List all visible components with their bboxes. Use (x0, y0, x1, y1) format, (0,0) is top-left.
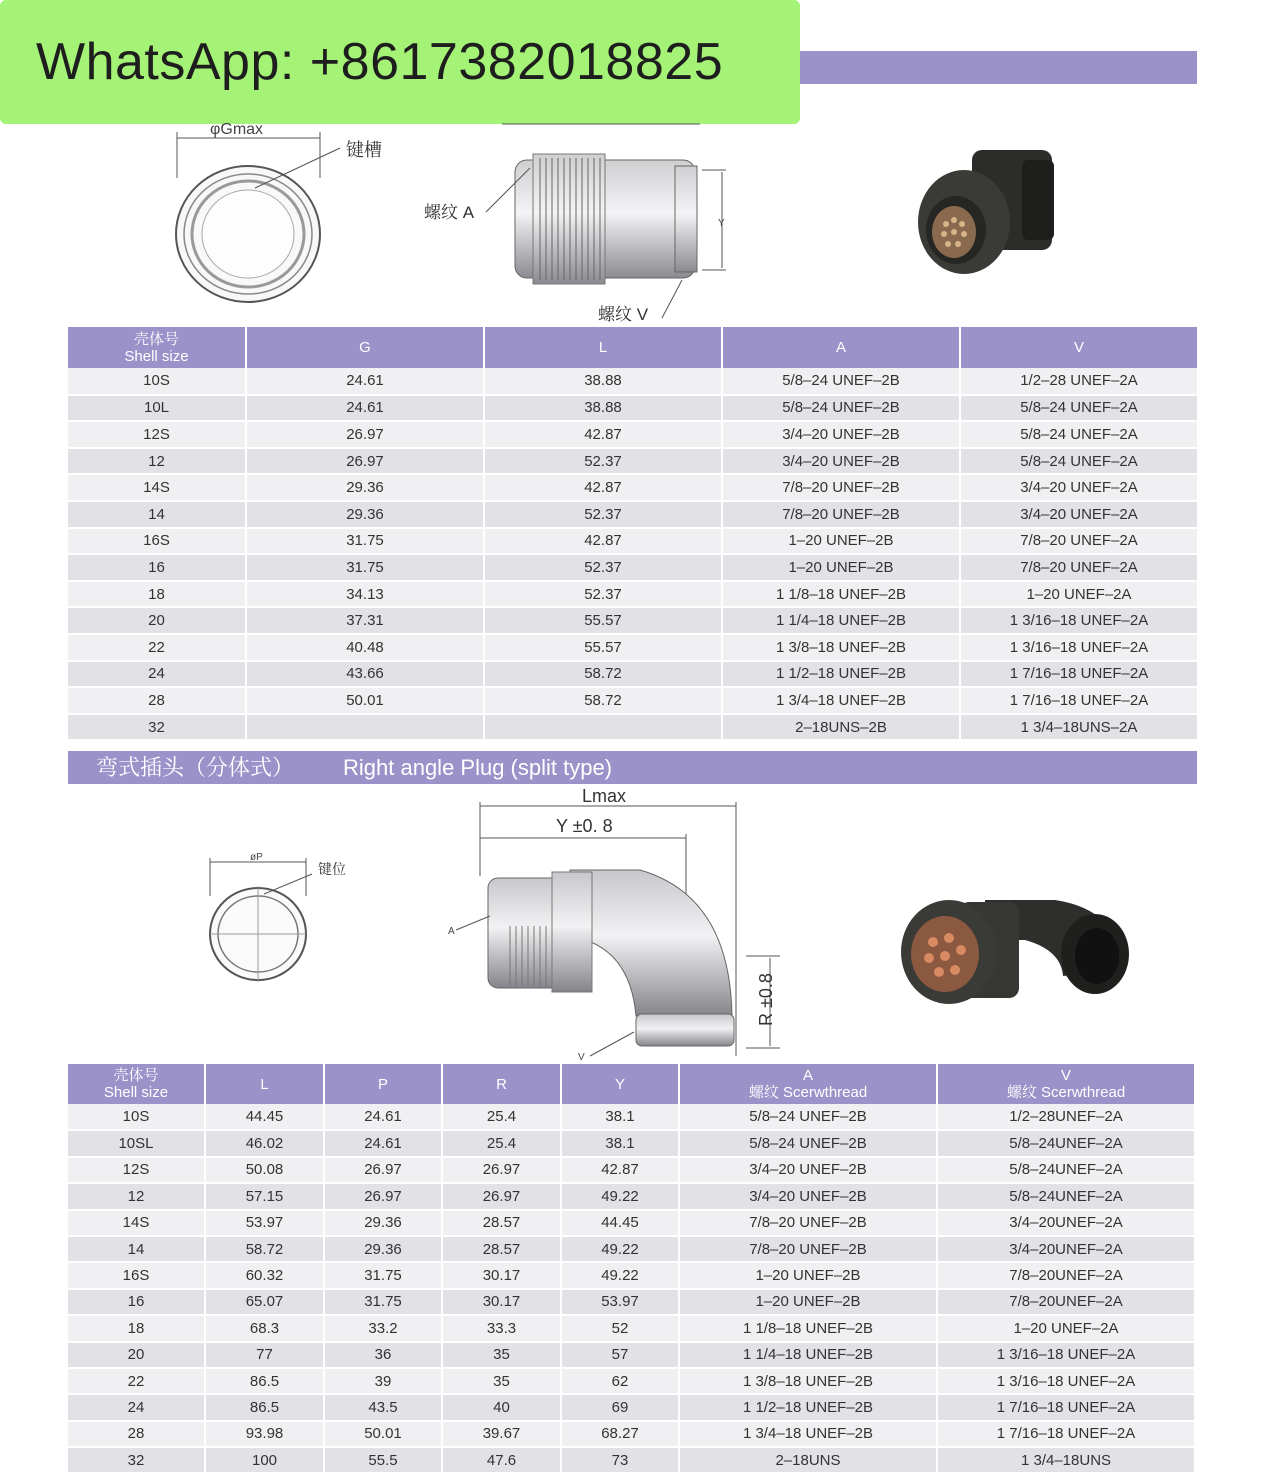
table-row (68, 1342, 1194, 1368)
table-row (68, 581, 1197, 608)
table-cell: 29.36 (246, 474, 484, 501)
table-cell: 1 1/2–18 UNEF–2B (679, 1394, 937, 1420)
table-cell: 20 (68, 1342, 205, 1368)
table-cell: 1 7/16–18 UNEF–2A (937, 1394, 1194, 1420)
table-cell: 24.61 (246, 368, 484, 395)
table-cell: 22 (68, 634, 246, 661)
thread-a-label-2: A (448, 926, 455, 937)
table-cell: 50.08 (205, 1157, 324, 1183)
table-cell: 24.61 (324, 1130, 442, 1156)
table-cell: 28.57 (442, 1210, 561, 1236)
table-cell (484, 714, 722, 741)
table-cell: 43.5 (324, 1394, 442, 1420)
right-angle-front-view (196, 846, 366, 996)
straight-plug-spec-table (68, 327, 1197, 741)
table-cell: 68.27 (561, 1421, 679, 1447)
table-cell: 1 7/16–18 UNEF–2A (960, 661, 1197, 688)
table-cell: 52.37 (484, 554, 722, 581)
table-cell: 12S (68, 1157, 205, 1183)
table-cell: 43.66 (246, 661, 484, 688)
table-cell: 47.6 (442, 1447, 561, 1473)
table-cell: 10L (68, 395, 246, 422)
table-cell: 1 7/16–18 UNEF–2A (937, 1421, 1194, 1447)
table-cell: 26.97 (442, 1183, 561, 1209)
table-cell: 1 7/16–18 UNEF–2A (960, 687, 1197, 714)
thread-v-label: 螺纹 V (598, 305, 649, 324)
table-cell: 16 (68, 1289, 205, 1315)
table-cell: 12S (68, 421, 246, 448)
table-cell: 7/8–20 UNEF–2A (960, 528, 1197, 555)
g-dim-label: φGmax (210, 121, 264, 138)
y-tolerance-label: Y ±0. 8 (556, 816, 613, 836)
table-cell: 77 (205, 1342, 324, 1368)
table-cell: 3/4–20UNEF–2A (937, 1210, 1194, 1236)
table-cell: 2–18UNS (679, 1447, 937, 1473)
table-cell: 5/8–24UNEF–2A (937, 1130, 1194, 1156)
table-row (68, 1315, 1194, 1341)
table-cell: 33.3 (442, 1315, 561, 1341)
table-row (68, 714, 1197, 741)
table-cell: 42.87 (484, 528, 722, 555)
table-cell: 58.72 (484, 661, 722, 688)
table-cell: 1 3/8–18 UNEF–2B (679, 1368, 937, 1394)
table-cell: 58.72 (484, 687, 722, 714)
table-cell: 39.67 (442, 1421, 561, 1447)
header-v-thread: V 螺纹 Scerwthread (937, 1064, 1194, 1104)
table-cell: 33.2 (324, 1315, 442, 1341)
table-cell: 3/4–20 UNEF–2A (960, 474, 1197, 501)
table-row (68, 501, 1197, 528)
table-cell: 38.1 (561, 1104, 679, 1130)
table-cell: 7/8–20 UNEF–2B (679, 1210, 937, 1236)
table-cell: 26.97 (246, 421, 484, 448)
table-cell: 32 (68, 714, 246, 741)
table-cell: 14 (68, 501, 246, 528)
table-cell: 24 (68, 661, 246, 688)
table-cell: 31.75 (324, 1289, 442, 1315)
table-cell: 1 3/4–18 UNEF–2B (679, 1421, 937, 1447)
table-cell: 46.02 (205, 1130, 324, 1156)
table-cell: 16S (68, 528, 246, 555)
table-cell: 31.75 (324, 1262, 442, 1288)
header-shell-size: 壳体号 Shell size (68, 1064, 205, 1104)
table-cell (246, 714, 484, 741)
table-cell: 1/2–28UNEF–2A (937, 1104, 1194, 1130)
table-row (68, 448, 1197, 475)
table-row (68, 395, 1197, 422)
header-y: Y (561, 1064, 679, 1104)
right-angle-side-view (440, 786, 780, 1066)
table-cell: 24.61 (246, 395, 484, 422)
whatsapp-banner (0, 0, 800, 124)
y-dim-label: Y (718, 218, 725, 229)
table-cell: 1 1/2–18 UNEF–2B (722, 661, 960, 688)
table-cell: 18 (68, 581, 246, 608)
table-cell: 14S (68, 474, 246, 501)
table-row (68, 1157, 1194, 1183)
header-p: P (324, 1064, 442, 1104)
table-cell: 36 (324, 1342, 442, 1368)
table-cell: 53.97 (561, 1289, 679, 1315)
table-cell: 1 3/16–18 UNEF–2A (960, 634, 1197, 661)
table-cell: 3/4–20 UNEF–2B (722, 448, 960, 475)
table-cell: 1 1/4–18 UNEF–2B (722, 607, 960, 634)
table-cell: 7/8–20 UNEF–2B (722, 474, 960, 501)
table-cell: 12 (68, 448, 246, 475)
table-cell: 1–20 UNEF–2B (679, 1289, 937, 1315)
table-cell: 1 3/16–18 UNEF–2A (937, 1368, 1194, 1394)
table-cell: 5/8–24 UNEF–2A (960, 395, 1197, 422)
section-title-bar (68, 751, 1197, 784)
table-cell: 20 (68, 607, 246, 634)
table-cell: 38.88 (484, 368, 722, 395)
table-row (68, 421, 1197, 448)
table-cell: 25.4 (442, 1130, 561, 1156)
table-cell: 55.57 (484, 607, 722, 634)
header-a-thread: A 螺纹 Scerwthread (679, 1064, 937, 1104)
table-cell: 3/4–20 UNEF–2B (679, 1183, 937, 1209)
table-cell: 1 1/8–18 UNEF–2B (722, 581, 960, 608)
table-row (68, 1262, 1194, 1288)
table-cell: 86.5 (205, 1394, 324, 1420)
table-cell: 1 3/8–18 UNEF–2B (722, 634, 960, 661)
table-cell: 73 (561, 1447, 679, 1473)
table-row (68, 1289, 1194, 1315)
table-row (68, 1210, 1194, 1236)
table-cell: 3/4–20 UNEF–2B (679, 1157, 937, 1183)
table-cell: 10S (68, 1104, 205, 1130)
table-cell: 7/8–20UNEF–2A (937, 1262, 1194, 1288)
table-cell: 5/8–24UNEF–2A (937, 1157, 1194, 1183)
table-cell: 16S (68, 1262, 205, 1288)
table-row (68, 1236, 1194, 1262)
table-row (68, 528, 1197, 555)
table-cell: 28 (68, 1421, 205, 1447)
header-shell-size: 壳体号 Shell size (68, 327, 246, 368)
table-cell: 50.01 (324, 1421, 442, 1447)
table-cell: 3/4–20UNEF–2A (937, 1236, 1194, 1262)
table-cell: 42.87 (484, 421, 722, 448)
table-cell: 1 3/4–18UNS (937, 1447, 1194, 1473)
section-title-zh: 弯式插头（分体式） (96, 755, 295, 780)
table-cell: 18 (68, 1315, 205, 1341)
table-cell: 35 (442, 1368, 561, 1394)
right-angle-plug-photo (895, 880, 1135, 1020)
table-cell: 26.97 (442, 1157, 561, 1183)
table-row (68, 1394, 1194, 1420)
table-cell: 5/8–24 UNEF–2B (722, 395, 960, 422)
table-cell: 49.22 (561, 1262, 679, 1288)
table-cell: 1 3/16–18 UNEF–2A (937, 1342, 1194, 1368)
table-cell: 32 (68, 1447, 205, 1473)
table-cell: 52.37 (484, 448, 722, 475)
table-cell: 14 (68, 1236, 205, 1262)
table-cell: 5/8–24UNEF–2A (937, 1183, 1194, 1209)
table-cell: 44.45 (561, 1210, 679, 1236)
table-cell: 16 (68, 554, 246, 581)
table-cell: 1–20 UNEF–2A (937, 1315, 1194, 1341)
table-cell: 1–20 UNEF–2B (722, 528, 960, 555)
table-cell: 7/8–20 UNEF–2A (960, 554, 1197, 581)
side-view-drawing (420, 118, 740, 328)
front-view-drawing (160, 118, 400, 318)
table-cell: 29.36 (324, 1236, 442, 1262)
p-dim-label: øP (250, 852, 263, 863)
header-l: L (205, 1064, 324, 1104)
table-cell: 5/8–24 UNEF–2B (679, 1130, 937, 1156)
banner-text: WhatsApp: +8617382018825 (36, 33, 724, 91)
keyway-label: 键槽 (346, 140, 382, 160)
table-cell: 5/8–24 UNEF–2B (679, 1104, 937, 1130)
table-cell: 31.75 (246, 528, 484, 555)
table-cell: 50.01 (246, 687, 484, 714)
section-title-en: Right angle Plug (split type) (343, 755, 613, 780)
table-cell: 52 (561, 1315, 679, 1341)
table-cell: 55.5 (324, 1447, 442, 1473)
table-cell: 30.17 (442, 1289, 561, 1315)
table-cell: 5/8–24 UNEF–2A (960, 448, 1197, 475)
table-cell: 53.97 (205, 1210, 324, 1236)
lmax-label: Lmax (582, 786, 627, 806)
table-cell: 1/2–28 UNEF–2A (960, 368, 1197, 395)
table-cell: 62 (561, 1368, 679, 1394)
table-cell: 26.97 (324, 1183, 442, 1209)
table-cell: 34.13 (246, 581, 484, 608)
table-cell: 29.36 (246, 501, 484, 528)
table-cell: 65.07 (205, 1289, 324, 1315)
table-cell: 38.1 (561, 1130, 679, 1156)
table-cell: 1–20 UNEF–2B (722, 554, 960, 581)
right-angle-plug-spec-table (68, 1064, 1194, 1474)
table-cell: 31.75 (246, 554, 484, 581)
table-cell: 42.87 (561, 1157, 679, 1183)
table-cell: 28.57 (442, 1236, 561, 1262)
table-cell: 86.5 (205, 1368, 324, 1394)
table-cell: 1–20 UNEF–2A (960, 581, 1197, 608)
table-cell: 26.97 (246, 448, 484, 475)
header-bar (800, 51, 1197, 84)
header-v: V (960, 327, 1197, 368)
table-cell: 100 (205, 1447, 324, 1473)
table-cell: 24 (68, 1394, 205, 1420)
table-cell: 7/8–20UNEF–2A (937, 1289, 1194, 1315)
thread-a-label: 螺纹 A (424, 203, 475, 222)
table-cell: 12 (68, 1183, 205, 1209)
table-cell: 5/8–24 UNEF–2A (960, 421, 1197, 448)
table-cell: 93.98 (205, 1421, 324, 1447)
table-row (68, 1447, 1194, 1473)
table-cell: 26.97 (324, 1157, 442, 1183)
table-cell: 42.87 (484, 474, 722, 501)
table-cell: 57.15 (205, 1183, 324, 1209)
header-r: R (442, 1064, 561, 1104)
table-cell: 35 (442, 1342, 561, 1368)
table-row (68, 554, 1197, 581)
table-cell: 1 3/4–18 UNEF–2B (722, 687, 960, 714)
table-row (68, 1183, 1194, 1209)
header-g: G (246, 327, 484, 368)
table-cell: 40.48 (246, 634, 484, 661)
table-cell: 1 1/8–18 UNEF–2B (679, 1315, 937, 1341)
table-row (68, 634, 1197, 661)
table-cell: 7/8–20 UNEF–2B (679, 1236, 937, 1262)
table-cell: 1–20 UNEF–2B (679, 1262, 937, 1288)
table-cell: 10SL (68, 1130, 205, 1156)
table-row (68, 607, 1197, 634)
table-row (68, 1130, 1194, 1156)
table-cell: 14S (68, 1210, 205, 1236)
r-tolerance-label: R ±0.8 (756, 973, 776, 1026)
table-cell: 29.36 (324, 1210, 442, 1236)
header-a: A (722, 327, 960, 368)
table-cell: 68.3 (205, 1315, 324, 1341)
table-cell: 10S (68, 368, 246, 395)
table-cell: 69 (561, 1394, 679, 1420)
table-cell: 39 (324, 1368, 442, 1394)
thread-v-label-2: V (578, 1052, 585, 1063)
table-cell: 22 (68, 1368, 205, 1394)
table-row (68, 368, 1197, 395)
table-cell: 5/8–24 UNEF–2B (722, 368, 960, 395)
table-cell: 3/4–20 UNEF–2A (960, 501, 1197, 528)
table-cell: 1 3/16–18 UNEF–2A (960, 607, 1197, 634)
table-cell: 37.31 (246, 607, 484, 634)
table-cell: 52.37 (484, 581, 722, 608)
key-position-label: 键位 (318, 861, 346, 877)
table-cell: 49.22 (561, 1183, 679, 1209)
table-cell: 28 (68, 687, 246, 714)
table-cell: 55.57 (484, 634, 722, 661)
table-row (68, 661, 1197, 688)
straight-plug-photo (912, 130, 1062, 280)
table-row (68, 1104, 1194, 1130)
table-row (68, 1368, 1194, 1394)
table-cell: 25.4 (442, 1104, 561, 1130)
table-row (68, 1421, 1194, 1447)
table-cell: 30.17 (442, 1262, 561, 1288)
table-row (68, 687, 1197, 714)
table-cell: 58.72 (205, 1236, 324, 1262)
table-cell: 52.37 (484, 501, 722, 528)
table-cell: 2–18UNS–2B (722, 714, 960, 741)
table-cell: 60.32 (205, 1262, 324, 1288)
table-cell: 44.45 (205, 1104, 324, 1130)
table-cell: 1 3/4–18UNS–2A (960, 714, 1197, 741)
table-cell: 57 (561, 1342, 679, 1368)
table-cell: 40 (442, 1394, 561, 1420)
table-cell: 1 1/4–18 UNEF–2B (679, 1342, 937, 1368)
table-row (68, 474, 1197, 501)
table-cell: 49.22 (561, 1236, 679, 1262)
table-cell: 7/8–20 UNEF–2B (722, 501, 960, 528)
table-cell: 24.61 (324, 1104, 442, 1130)
header-l: L (484, 327, 722, 368)
table-cell: 38.88 (484, 395, 722, 422)
table-cell: 3/4–20 UNEF–2B (722, 421, 960, 448)
